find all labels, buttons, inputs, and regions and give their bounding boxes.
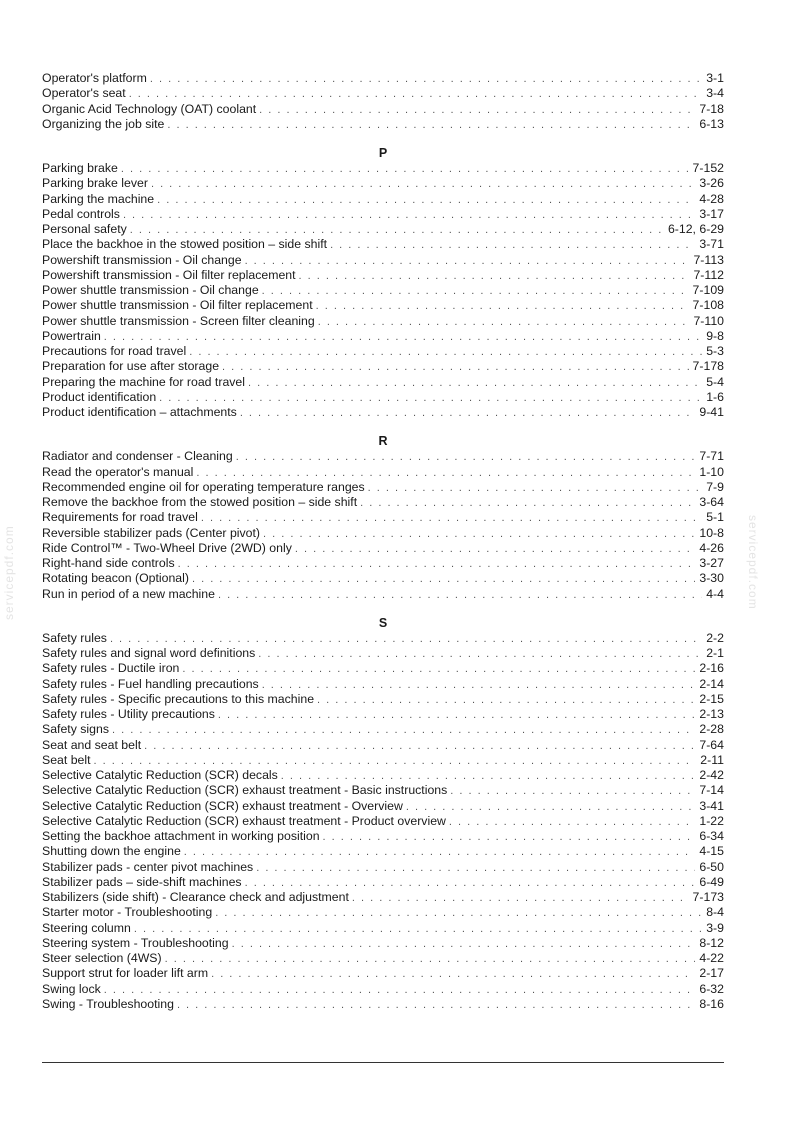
index-entry[interactable] [42,344,724,359]
dot-leader [134,922,702,937]
entry-title: Safety signs [42,722,109,737]
dot-leader [165,952,696,967]
index-entry[interactable] [42,587,724,602]
dot-leader [368,481,703,496]
entry-title: Safety rules - Ductile iron [42,661,180,676]
entry-title: Seat belt [42,752,91,767]
index-entry[interactable] [42,661,724,676]
index-entry[interactable] [42,465,724,480]
dot-leader [245,876,696,891]
entry-title: Stabilizers (side shift) - Clearance check and adjustment [42,890,349,904]
entry-page-number: 1-6 [706,389,724,404]
dot-leader [177,998,695,1013]
entry-title: Swing - Troubleshooting [42,996,174,1011]
entry-title: Safety rules and signal word definitions [42,646,256,660]
index-entry[interactable] [42,283,724,298]
index-entry[interactable] [42,936,724,951]
entry-page-number: 2-16 [699,661,724,676]
entry-page-number: 6-34 [699,829,724,843]
dot-leader [167,118,695,133]
dot-leader [406,800,696,815]
entry-page-number: 2-28 [699,722,724,737]
dot-leader [259,103,695,118]
entry-title: Rotating beacon (Optional) [42,571,189,586]
entry-page-number: 7-109 [692,283,724,297]
entry-title: Pedal controls [42,206,120,221]
section-letter-heading: R [378,434,388,449]
index-entry[interactable] [42,449,724,464]
dot-leader [316,299,689,314]
entry-title: Shutting down the engine [42,844,181,859]
index-entry[interactable] [42,799,724,814]
entry-title: Powershift transmission - Oil change [42,252,242,267]
dot-leader [240,406,696,421]
dot-leader [129,87,703,102]
entry-title: Starter motor - Troubleshooting [42,905,213,920]
index-entry[interactable] [42,997,724,1012]
index-entry[interactable] [42,783,724,798]
entry-page-number: 7-64 [699,737,724,752]
index-entry[interactable] [42,692,724,707]
entry-title: Operator's seat [42,86,126,101]
entry-title: Selective Catalytic Reduction (SCR) exhaust treatment - Product overview [42,813,446,828]
dot-leader [104,983,696,998]
index-entry[interactable] [42,753,724,768]
entry-title: Reversible stabilizer pads (Center pivot) [42,525,261,540]
entry-page-number: 5-4 [706,374,724,389]
index-entry[interactable] [42,510,724,525]
entry-page-number: 1-10 [699,464,724,479]
alphabetical-index [42,71,724,1026]
index-entry[interactable] [42,921,724,936]
dot-leader [263,527,695,542]
entry-page-number: 7-178 [692,359,724,374]
index-entry[interactable] [42,359,724,374]
dot-leader [182,662,695,677]
index-entry[interactable] [42,253,724,268]
dot-leader [236,450,696,465]
entry-page-number: 7-14 [699,783,724,798]
index-entry[interactable] [42,176,724,191]
index-entry[interactable] [42,298,724,313]
entry-page-number: 2-2 [706,630,724,645]
entry-page-number: 3-27 [699,556,724,570]
index-entry[interactable] [42,860,724,875]
entry-title: Swing lock [42,981,101,996]
entry-title: Selective Catalytic Reduction (SCR) decals [42,768,278,782]
entry-title: Read the operator's manual [42,464,194,479]
watermark-right: servicepdf.com [746,515,760,610]
entry-title: Remove the backhoe from the stowed position – side shift [42,495,358,509]
dot-leader [192,572,695,587]
entry-title: Radiator and condenser - Cleaning [42,449,233,464]
entry-title: Run in period of a new machine [42,586,215,601]
dot-leader [211,967,695,982]
index-entry[interactable] [42,646,724,661]
footer-rule [42,1062,724,1063]
entry-page-number: 4-4 [706,586,724,601]
entry-page-number: 7-9 [706,479,724,494]
entry-title: Power shuttle transmission - Oil filter replacement [42,298,313,313]
dot-leader [323,830,696,845]
entry-page-number: 2-1 [706,646,724,660]
entry-title: Organizing the job site [42,116,165,131]
entry-title: Parking brake [42,161,118,175]
entry-page-number: 10-8 [699,525,724,540]
entry-title: Preparing the machine for road travel [42,374,246,389]
entry-title: Parking brake lever [42,176,148,191]
dot-leader [218,708,695,723]
entry-title: Personal safety [42,222,127,236]
entry-title: Safety rules - Specific precautions to this machine [42,691,315,706]
entry-title: Precautions for road travel [42,344,187,358]
entry-page-number: 8-16 [699,996,724,1011]
index-entry[interactable] [42,707,724,722]
section-letter-heading: S [378,615,388,630]
entry-title: Seat and seat belt [42,737,142,752]
dot-leader [352,891,689,906]
dot-leader [258,647,702,662]
entry-page-number: 7-112 [693,267,724,282]
dot-leader [281,769,696,784]
dot-leader [245,254,690,269]
index-entry[interactable] [42,222,724,237]
index-entry[interactable] [42,102,724,117]
entry-page-number: 9-8 [706,328,724,343]
dot-leader [178,557,696,572]
entry-title: Support strut for loader lift arm [42,966,209,981]
entry-title: Powertrain [42,328,101,343]
index-entry[interactable] [42,814,724,829]
dot-leader [157,193,695,208]
entry-title: Steer selection (4WS) [42,951,162,965]
entry-page-number: 3-9 [706,920,724,935]
dot-leader [150,72,702,87]
entry-page-number: 3-41 [699,798,724,813]
index-entry[interactable] [42,556,724,571]
entry-page-number: 7-113 [693,252,724,267]
entry-title: Steering system - Troubleshooting [42,935,229,950]
entry-page-number: 7-110 [693,313,724,328]
entry-title: Organic Acid Technology (OAT) coolant [42,101,257,116]
index-entry[interactable] [42,875,724,890]
index-entry[interactable] [42,268,724,283]
index-entry[interactable] [42,677,724,692]
dot-leader [215,906,702,921]
entry-title: Safety rules - Fuel handling precautions [42,676,259,691]
entry-page-number: 3-30 [699,571,724,586]
dot-leader [196,466,695,481]
dot-leader [317,693,695,708]
dot-leader [299,269,690,284]
dot-leader [318,315,690,330]
entry-page-number: 5-3 [706,344,724,358]
dot-leader [450,784,695,799]
entry-title: Power shuttle transmission - Screen filter cleaning [42,313,315,328]
entry-page-number: 7-173 [692,890,724,904]
index-entry[interactable] [42,161,724,176]
index-entry[interactable] [42,829,724,844]
entry-page-number: 6-13 [699,116,724,131]
index-section [42,616,724,1012]
index-entry[interactable] [42,526,724,541]
dot-leader [144,739,695,754]
watermark-left: servicepdf.com [2,525,16,620]
entry-page-number: 3-17 [699,206,724,221]
entry-title: Preparation for use after storage [42,359,220,374]
index-entry[interactable] [42,405,724,420]
entry-title: Ride Control™ - Two-Wheel Drive (2WD) only [42,540,292,555]
entry-page-number: 2-13 [699,707,724,721]
entry-page-number: 3-4 [706,86,724,101]
dot-leader [159,391,702,406]
dot-leader [94,754,697,769]
index-entry[interactable] [42,329,724,344]
entry-title: Power shuttle transmission - Oil change [42,283,259,297]
index-entry[interactable] [42,738,724,753]
entry-page-number: 4-28 [699,191,724,206]
entry-title: Selective Catalytic Reduction (SCR) exhaust treatment - Overview [42,798,403,813]
entry-page-number: 7-108 [692,298,724,313]
index-section [42,71,724,132]
entry-title: Right-hand side controls [42,556,175,570]
entry-page-number: 3-26 [699,176,724,191]
dot-leader [123,208,695,223]
dot-leader [201,511,702,526]
dot-leader [295,542,696,557]
entry-page-number: 3-1 [706,71,724,85]
entry-title: Product identification [42,389,157,404]
entry-page-number: 4-26 [699,540,724,555]
entry-page-number: 5-1 [706,510,724,525]
entry-title: Safety rules - Utility precautions [42,707,215,721]
dot-leader [330,238,695,253]
entry-page-number: 4-22 [699,951,724,965]
dot-leader [360,496,695,511]
entry-page-number: 6-50 [699,859,724,874]
index-entry[interactable] [42,71,724,86]
entry-title: Safety rules [42,630,107,645]
entry-page-number: 2-17 [699,966,724,981]
entry-page-number: 8-4 [706,905,724,920]
entry-title: Steering column [42,920,131,935]
dot-leader [248,376,702,391]
dot-leader [121,162,689,177]
entry-page-number: 2-11 [700,752,724,767]
entry-page-number: 6-49 [699,874,724,889]
entry-title: Selective Catalytic Reduction (SCR) exhaust treatment - Basic instructions [42,783,448,798]
index-entry[interactable] [42,480,724,495]
index-entry[interactable] [42,541,724,556]
index-entry[interactable] [42,890,724,905]
index-entry[interactable] [42,192,724,207]
dot-leader [449,815,695,830]
index-entry[interactable] [42,951,724,966]
entry-page-number: 1-22 [699,813,724,828]
index-entry[interactable] [42,314,724,329]
entry-title: Recommended engine oil for operating temperature ranges [42,479,365,494]
index-entry[interactable] [42,905,724,920]
index-entry[interactable] [42,375,724,390]
index-entry[interactable] [42,117,724,132]
entry-page-number: 4-15 [699,844,724,859]
entry-page-number: 2-14 [699,676,724,691]
entry-page-number: 2-15 [699,691,724,706]
dot-leader [262,284,689,299]
entry-page-number: 3-71 [699,237,724,252]
section-letter-heading: P [378,146,388,160]
index-entry[interactable] [42,571,724,586]
index-entry[interactable] [42,631,724,646]
dot-leader [232,937,696,952]
dot-leader [104,330,702,345]
entry-page-number: 6-12, 6-29 [667,222,724,236]
index-entry[interactable] [42,237,724,252]
dot-leader [110,632,702,647]
index-entry[interactable] [42,86,724,101]
entry-page-number: 7-71 [699,449,724,464]
entry-page-number: 7-18 [699,101,724,116]
index-entry[interactable] [42,207,724,222]
index-section [42,434,724,602]
index-entry[interactable] [42,495,724,510]
entry-title: Stabilizer pads - center pivot machines [42,859,254,874]
index-section [42,146,724,420]
entry-page-number: 2-42 [699,768,724,782]
index-entry[interactable] [42,844,724,859]
entry-title: Powershift transmission - Oil filter replacement [42,267,296,282]
dot-leader [222,360,689,375]
entry-title: Stabilizer pads – side-shift machines [42,874,242,889]
entry-page-number: 8-12 [699,935,724,950]
dot-leader [189,345,702,360]
index-entry[interactable] [42,982,724,997]
index-entry[interactable] [42,722,724,737]
entry-title: Place the backhoe in the stowed position – side shift [42,237,328,252]
dot-leader [151,177,695,192]
dot-leader [218,588,702,603]
entry-title: Parking the machine [42,191,155,206]
entry-title: Setting the backhoe attachment in working position [42,829,320,843]
entry-title: Requirements for road travel [42,510,198,525]
index-entry[interactable] [42,390,724,405]
entry-page-number: 6-32 [699,981,724,996]
dot-leader [256,861,695,876]
entry-page-number: 9-41 [699,405,724,419]
dot-leader [262,678,696,693]
dot-leader [184,845,696,860]
entry-title: Operator's platform [42,71,147,85]
dot-leader [112,723,695,738]
entry-page-number: 7-152 [692,161,724,175]
entry-title: Product identification – attachments [42,405,237,419]
index-entry[interactable] [42,966,724,981]
index-entry[interactable] [42,768,724,783]
dot-leader [130,223,664,238]
entry-page-number: 3-64 [699,495,724,509]
